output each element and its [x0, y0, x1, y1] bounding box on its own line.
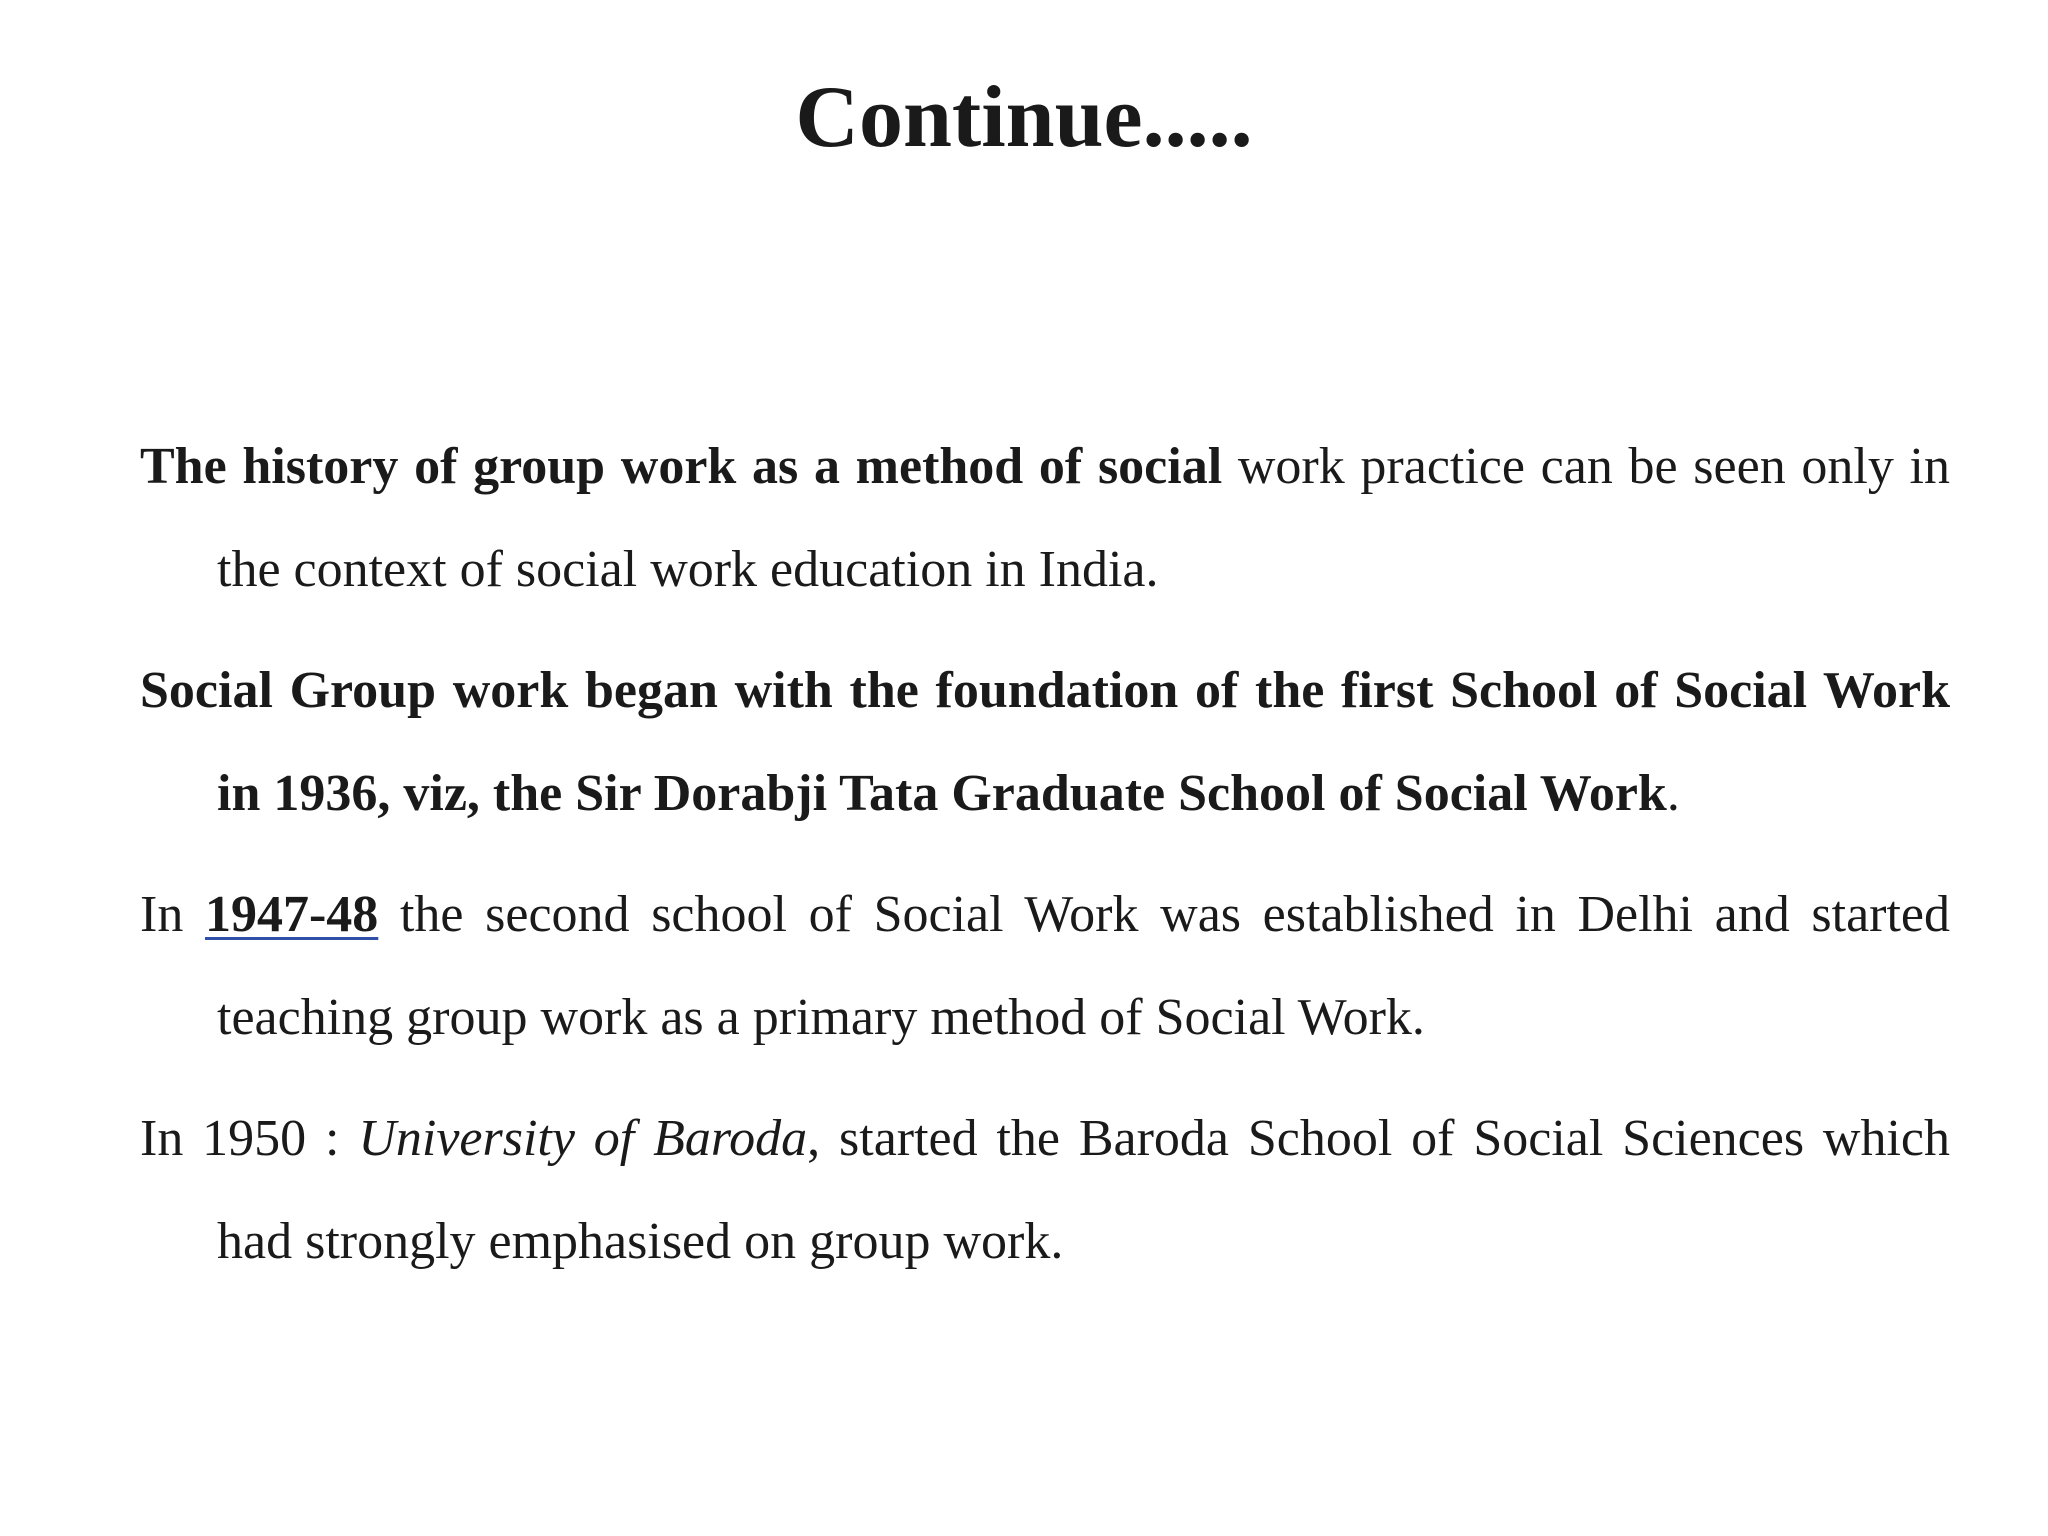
delhi-prefix-text: In — [140, 886, 205, 943]
paragraph-history — [140, 415, 1950, 621]
paragraph-baroda — [140, 1087, 1950, 1293]
slide-body — [140, 415, 1950, 1293]
paragraph-foundation — [140, 639, 1950, 845]
year-1947-48-link[interactable]: 1947-48 — [204, 886, 379, 943]
foundation-bold-text: Social Group work began with the foundation of the first School of Social Work in 1936, viz, the Sir Dorabji Tata Graduate School of Social Work — [140, 662, 1950, 822]
delhi-text: the second school of Social Work was established in Delhi and started teaching group work as a primary method of Social Work. — [217, 886, 1951, 1046]
history-bold-text: The history of group work as a method of social — [140, 438, 1223, 495]
foundation-text: . — [1666, 765, 1680, 822]
slide-title: Continue..... — [795, 69, 1253, 166]
baroda-prefix-text: In 1950 : — [140, 1110, 359, 1167]
baroda-text: , started the Baroda School of Social Sciences which had strongly emphasised on group work. — [217, 1110, 1951, 1270]
paragraph-delhi-school — [140, 863, 1950, 1069]
history-text: work practice can be seen only in the context of social work education in India. — [217, 438, 1950, 598]
university-of-baroda-text: University of Baroda — [358, 1110, 808, 1167]
